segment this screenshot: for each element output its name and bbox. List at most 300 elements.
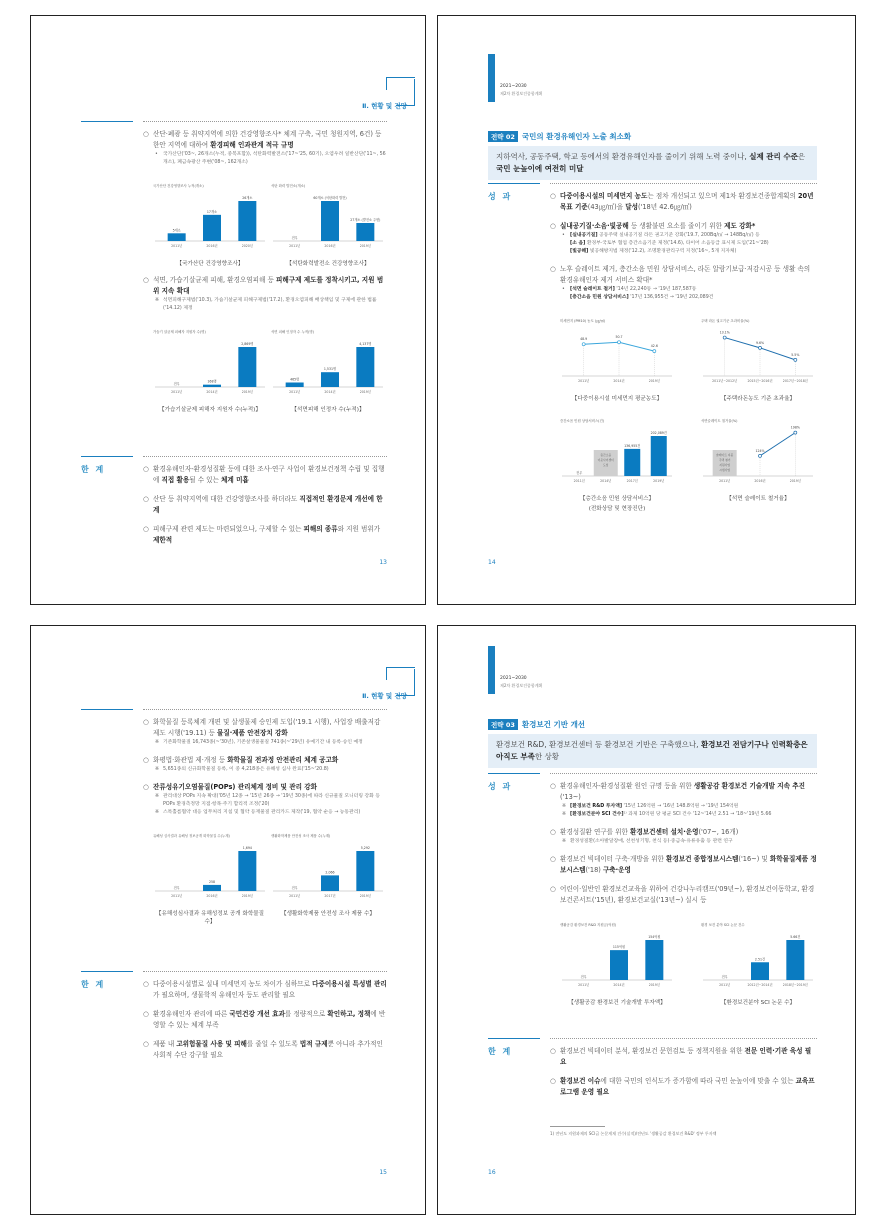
note-box-text: 도입: [603, 463, 609, 467]
page-15: [30, 625, 426, 1215]
data-point: [618, 341, 621, 344]
bar-chart: [269, 831, 387, 907]
text-run: 물질·제품 안전장치 강화: [216, 729, 288, 737]
text-run: 피해의 종류: [303, 525, 338, 533]
x-tick-label: 2011년: [171, 390, 183, 394]
sub-note: [562, 248, 817, 256]
chart-title: 국가산단 건강영향조사 누적(개소): [153, 184, 204, 188]
chart-title: 주택 라돈 권고기준 초과비율(%): [701, 319, 750, 323]
data-label: 전무: [576, 471, 583, 475]
bar: [168, 233, 186, 241]
chart-row: [151, 327, 387, 413]
strategy-title: 환경보건 기반 개선: [521, 720, 586, 729]
note-mark: ※: [562, 812, 567, 817]
text-run: 다중이용시설의 미세먼지 농도: [560, 192, 648, 200]
page-number: 16: [488, 1169, 496, 1176]
bar-chart: [269, 181, 387, 257]
text-run: 석면피해구제법('10.3), 가습기살균제 피해구제법('17.2), 환경오염피해 배상책임 및 구제에 관한 법률('14.12) 제정: [163, 298, 377, 311]
bar-chart: [269, 327, 387, 403]
text-run: 환경부·국토부 협업 층간소음기준 제정('14.6), 타이어 소음등급 표시제 도입('21~'28): [585, 241, 769, 246]
section-body: [143, 464, 387, 554]
data-point: [759, 346, 762, 349]
sub-note: [155, 739, 387, 747]
sub-note: [155, 809, 387, 817]
data-label: 17개소: [206, 209, 218, 214]
section-body: [143, 129, 387, 421]
data-point: [653, 350, 656, 353]
page-number: 15: [379, 1169, 387, 1176]
bullet-item: [143, 129, 387, 167]
strategy-tag: 전략 03: [488, 719, 518, 730]
section-rule-accent: [81, 971, 133, 972]
chart: [699, 316, 817, 402]
chart: [699, 920, 817, 1006]
data-label: 13.1%: [719, 330, 730, 335]
text-run: 국민 눈높이에 여전히 미달: [496, 164, 584, 173]
section-body: [550, 191, 817, 520]
bar-chart: [151, 181, 269, 257]
x-tick-label: 2019년: [241, 894, 253, 898]
note-mark: ※: [155, 767, 160, 772]
data-label: 4,137명: [359, 342, 372, 346]
strategy-block: [488, 124, 817, 180]
data-point: [794, 431, 797, 434]
text-run: 환경피해 인과관계 적극 규명: [210, 141, 294, 149]
text-run: 스톡홀름협약 대응 업무처리 지침 및 협약 등재물질 관리카드 제작('19, 협약 순응 → 능동관리): [163, 810, 361, 815]
x-tick-label: 2011년: [289, 244, 301, 248]
circle-bullet-icon: ○: [143, 1010, 149, 1018]
section-header: [362, 101, 407, 110]
x-tick-label: 2019년: [789, 479, 801, 483]
bullet-item: [143, 782, 387, 817]
bullet-item: [143, 464, 387, 486]
text-run: [환경보건분야 SCI 건수]: [570, 812, 624, 817]
chart-caption: 【석면 슬레이트 철거율】: [726, 496, 790, 502]
chart-caption: 【생활공감 환경보건 기술개발 투자액】: [568, 1000, 666, 1006]
chart-caption: 【주택라돈농도 기준 초과율】: [720, 396, 796, 402]
circle-bullet-icon: ○: [143, 783, 149, 791]
x-tick-label: 2011년: [578, 983, 590, 987]
note-mark: •: [562, 233, 565, 238]
strategy-summary: [488, 734, 817, 768]
footnote: [550, 1126, 817, 1137]
x-tick-label: 2019년: [359, 894, 371, 898]
x-tick-label: 2014년: [324, 390, 336, 394]
text-run: (43㎍/㎥)을: [587, 203, 626, 211]
line-chart: [699, 316, 817, 392]
circle-bullet-icon: ○: [550, 885, 556, 893]
bullet-item: [550, 221, 817, 256]
text-run: 산단 등 취약지역에 대한 건강영향조사를 하더라도: [153, 495, 300, 503]
chart-title: 환경 보건 분야 SCI 논문 건수: [701, 923, 745, 927]
chart-title: 석면 피해 인정자 수 누적(명): [271, 330, 314, 334]
text-run: 환경유해인자-환경성질환 등에 대한 조사·연구 사업이 환경보건정책 수립 및 집행에: [153, 465, 385, 484]
text-run: 환경유해인자-환경성질환 원인 규명 등을 위한: [560, 782, 694, 790]
text-run: 법적 규제: [299, 1040, 328, 1048]
bar-chart: [151, 327, 269, 403]
note-mark: ※: [155, 740, 160, 745]
circle-bullet-icon: ○: [550, 192, 556, 200]
text-run: 환경보건 빅데이터 구축·개방을 위한: [560, 855, 667, 863]
bar: [286, 383, 304, 387]
bullet-item: [550, 781, 817, 819]
bar-chart: [151, 831, 269, 907]
text-run: 전문 인력·기관 육성 필요: [560, 1047, 812, 1066]
x-tick-label: 2011년: [171, 244, 183, 248]
bullet-item: [550, 1046, 817, 1068]
text-run: 구축·운영: [602, 866, 631, 874]
page-16: [437, 625, 856, 1215]
text-run: 체계 미흡: [221, 476, 249, 484]
sub-note: [562, 803, 817, 811]
x-tick-label: 2015년~2016년: [747, 379, 773, 383]
data-label: 전무: [580, 975, 587, 979]
text-run: 뿐 아니라 추가적인 사회적 수단 강구할 필요: [153, 1040, 383, 1059]
chart-row: [151, 831, 387, 925]
chart: [558, 316, 676, 402]
text-run: ('13~): [560, 793, 581, 801]
data-label: 5,292: [360, 846, 370, 850]
text-run: [실내공기질]: [570, 233, 598, 238]
x-tick-label: 2014년: [613, 983, 625, 987]
section-label: 한 계: [488, 1047, 513, 1056]
text-run: 환경보건 이슈: [560, 1077, 601, 1085]
text-run: 화학물질 등록체계 개편 및 살생물제 승인제 도입('19.1 시행), 사업장 배출저감 제도 시행('19.11) 등: [153, 718, 381, 737]
data-label: 9.6%: [755, 340, 765, 345]
chart-caption-sub: (전화상담 및 현장진단): [588, 506, 646, 512]
text-run: ('18): [585, 866, 603, 874]
text-run: 관리대상 POPs 지속 확대('05년 12종 → '15년 26종 → '19년 30종)에 따라 신규물질 모니터링 강화 등 POPs 환경측정망 지점·항목·주기 합리적 조정('20): [163, 794, 380, 807]
chart-row: [558, 316, 817, 402]
data-label: 27개소 (발전소 주변): [350, 218, 381, 222]
bar: [321, 201, 339, 241]
text-run: 실제 관리 수준: [749, 152, 798, 161]
text-run: '15년 126억원 → '16년 148.8억원 → '19년 154억원: [622, 804, 739, 809]
page-number: 13: [379, 559, 387, 566]
data-label: 5개소: [172, 228, 181, 233]
text-run: 화학물질제품 정보시스템: [560, 855, 817, 874]
chart-title: 미세먼지 (PM10) 농도 (㎍/㎥): [560, 319, 606, 323]
chart-title: 가습기 살균제 피해자 지원자 수(명): [153, 330, 206, 334]
data-label: 1,694: [242, 846, 252, 850]
x-tick-label: 2018년~2019년: [782, 983, 808, 987]
text-run: 어린이·일반인 환경보건교육을 위하여 건강나누리캠프('09년~), 환경보건이동학교, 환경보건콘서트('15년), 환경보건교실('13년~) 실시 등: [560, 885, 815, 904]
bullet-item: [143, 717, 387, 747]
text-run: 산단·폐광 등 취약지역에 의한 건강영향조사* 체계 구축, 국민 청원지역, 6건) 등 한안 지역에 대하여: [153, 130, 382, 149]
text-run: 빛공해방지법 제정('12.2), 조명환경관리구역 지정('16~, 5개 지자체): [588, 249, 737, 254]
section-rule-accent: [81, 709, 133, 710]
text-run: [소 음]: [570, 241, 586, 246]
note-box-text: 층간소음: [600, 453, 612, 457]
chart-row: [558, 416, 817, 512]
text-run: ('16~) 및: [738, 855, 770, 863]
data-point: [794, 358, 797, 361]
circle-bullet-icon: ○: [143, 525, 149, 533]
circle-bullet-icon: ○: [550, 828, 556, 836]
note-mark: •: [562, 287, 565, 292]
x-tick-label: 2019년: [359, 244, 371, 248]
section-label: 한 계: [81, 980, 106, 989]
text-run: 환경보건 R&D, 환경보건센터 등 환경보건 기반은 구축했으나,: [496, 740, 701, 749]
plan-years: 2021~2030: [500, 676, 527, 681]
page-14: [437, 15, 856, 605]
text-run: [환경보건 R&D 투자액]: [570, 804, 623, 809]
bullet-item: [143, 524, 387, 546]
bar: [651, 436, 667, 476]
sub-note: [155, 766, 387, 774]
sub-note: [562, 811, 817, 819]
chart-title: 생활공감 환경보건 R&D 지원금(억원): [560, 923, 617, 927]
data-label: 465명: [290, 377, 300, 382]
chart-row: [151, 181, 387, 267]
x-tick-label: 2017년: [324, 894, 336, 898]
bar: [238, 851, 256, 891]
text-run: '14년 22,240동 → '19년 187,587동: [614, 287, 697, 292]
circle-bullet-icon: ○: [550, 855, 556, 863]
text-run: 20년 목표 기준: [560, 192, 814, 211]
text-run: [층간소음 민원 상담서비스]: [570, 295, 629, 300]
data-point: [582, 343, 585, 346]
text-run: 고위험물질 사용 및 피해: [176, 1040, 247, 1048]
text-run: 에 반영할 수 있는 체계 부족: [153, 1010, 386, 1029]
circle-bullet-icon: ○: [550, 1047, 556, 1055]
section-header-title: Ⅱ. 현황 및 전망: [362, 102, 407, 110]
line-chart: [699, 416, 817, 492]
chart-caption: 【가습기살균제 피해자 지원자 수(누적)】: [159, 407, 261, 413]
bar: [321, 875, 339, 891]
section-rule-accent: [81, 121, 133, 122]
x-tick-label: 2019년: [241, 390, 253, 394]
section-label: 성 과: [488, 782, 513, 791]
section-body: [143, 979, 387, 1069]
chart-row: [558, 920, 817, 1006]
circle-bullet-icon: ○: [550, 265, 556, 273]
section-rule: [550, 183, 817, 184]
data-label: 60개소 (석탄화력 발전): [313, 196, 347, 200]
bullet-item: [550, 884, 817, 906]
x-tick-label: 2019년: [359, 390, 371, 394]
bar-chart: [699, 920, 817, 996]
chart: [151, 831, 269, 925]
x-tick-label: 2014년: [613, 379, 625, 383]
x-tick-label: 2011년: [578, 379, 590, 383]
circle-bullet-icon: ○: [143, 756, 149, 764]
text-run: 화평법·화관법 제·개정 등: [153, 756, 228, 764]
section-rule: [550, 1038, 817, 1039]
text-run: 잔류성유기오염물질(POPs) 관리체계 정비 및 관리 강화: [153, 783, 317, 791]
strategy-title: 국민의 환경유해인자 노출 최소화: [521, 132, 632, 141]
bar: [645, 940, 663, 980]
bar: [238, 201, 256, 241]
text-run: 등 생활불편 요소를 줄이기 위한: [628, 222, 725, 230]
text-run: ¹⁾ 과제 10억원 당 평균 SCI 건수 '12~'14년 2.51 → '18~'19년 5.66: [623, 812, 772, 817]
plan-years: 2021~2030: [500, 84, 527, 89]
header-accent-bar: [488, 54, 495, 102]
text-run: 피해구제 제도를 정착시키고, 지원 범위 지속 확대: [153, 276, 384, 295]
text-run: 에 대한 국민의 인식도가 증가함에 따라 국민 눈높이에 맞출 수 있는: [600, 1077, 796, 1085]
note-box-text: 시범사업: [719, 468, 731, 472]
chart-caption: 【환경보건분야 SCI 논문 수】: [720, 1000, 796, 1006]
strategy-summary: [488, 146, 817, 180]
data-label: 124%: [755, 448, 765, 453]
data-label: 154억원: [648, 935, 661, 939]
chart-title: 유해성 심사결과 유해성 정보공개 화학물질 수(누계): [153, 834, 230, 838]
text-run: 제품 내: [153, 1040, 177, 1048]
data-label: 198%: [790, 425, 800, 430]
bar: [203, 215, 221, 241]
text-run: 지하역사, 공동주택, 학교 등에서의 환경유해인자를 줄이기 위해 노력 중이나,: [496, 152, 750, 161]
text-run: 환경보건 종합정보시스템: [666, 855, 739, 863]
chart: [151, 181, 269, 267]
chart-caption: 【다중이용시설 미세먼지 평균농도】: [571, 396, 663, 402]
note-mark: ※: [562, 839, 567, 844]
x-tick-label: 2011년: [573, 479, 585, 483]
text-run: 교육프로그램 운영 필요: [560, 1077, 815, 1096]
strategy-block: [488, 712, 817, 768]
bar-chart: [558, 416, 676, 492]
bullet-item: [550, 854, 817, 876]
chart: [558, 920, 676, 1006]
x-tick-label: 2017년: [626, 479, 638, 483]
section-body: [143, 717, 387, 933]
chart-title: 석탄 화력 발전소(개소): [271, 184, 306, 188]
text-run: 피해구제 관련 제도는 마련되었으나, 구제할 수 있는: [153, 525, 304, 533]
text-run: 다중이용시설별로 실내 미세먼지 농도 차이가 심하므로: [153, 980, 313, 988]
x-tick-label: 2019년: [648, 379, 660, 383]
data-label: 258: [208, 879, 216, 884]
note-box-text: 슬레이트 지붕: [716, 453, 734, 457]
section-header-title: Ⅱ. 현황 및 전망: [362, 692, 407, 700]
x-tick-label: 2011년: [719, 479, 731, 483]
circle-bullet-icon: ○: [143, 276, 149, 284]
section-rule: [143, 971, 387, 972]
data-label: 2,066: [325, 870, 335, 875]
note-mark: ※: [155, 810, 160, 815]
text-run: 기존화학물질 16,743종(~'30년), 기존살생물물질 741종(~'29년) 유예기간 내 등록·승인 예정: [163, 740, 363, 745]
bullet-item: [550, 191, 817, 213]
data-label: 전무: [291, 886, 298, 890]
text-run: 환경보건 전담기구나 인력확충은 아직도 부족: [496, 740, 808, 761]
text-run: [빛공해]: [570, 249, 589, 254]
data-label: 42.6: [650, 344, 658, 349]
x-tick-label: 2019년: [648, 983, 660, 987]
circle-bullet-icon: ○: [550, 222, 556, 230]
bullet-item: [143, 979, 387, 1001]
data-label: 5.66건: [790, 935, 801, 939]
circle-bullet-icon: ○: [143, 1040, 149, 1048]
x-tick-label: 2020년: [241, 244, 253, 248]
text-run: [석면 슬레이트 철거]: [570, 287, 615, 292]
text-run: 는 점차 개선되고 있으며 제1차 환경보건종합계획의: [647, 192, 798, 200]
text-run: 가 필요하며, 생물학적 유해인자 등도 관리할 필요: [153, 991, 296, 999]
data-point: [723, 336, 726, 339]
sub-note: [155, 151, 387, 167]
note-mark: •: [155, 152, 158, 157]
circle-bullet-icon: ○: [550, 1077, 556, 1085]
footnote-text: 1) 전년도 지원과제의 SCI급 논문게재 건수(실적)/전년도 '생활공감 환경보건 R&D' 정부 투자액: [550, 1131, 717, 1136]
bar-chart: [558, 920, 676, 996]
section-rule: [143, 456, 387, 457]
x-tick-label: 2011년: [719, 983, 731, 987]
data-label: 1,531명: [323, 367, 337, 372]
bar: [203, 885, 221, 891]
sub-note: [562, 232, 817, 240]
circle-bullet-icon: ○: [143, 130, 149, 138]
plan-name: 제2차 환경보건종합계획: [500, 683, 543, 688]
data-label: 48.9: [580, 337, 588, 342]
circle-bullet-icon: ○: [143, 718, 149, 726]
line-chart: [558, 316, 676, 392]
text-run: 직접 활용: [161, 476, 190, 484]
series-line: [760, 433, 795, 456]
section-rule-accent: [488, 183, 540, 184]
chart-title: 석면슬레이트 철거율(%): [701, 419, 738, 423]
data-label: 168명: [207, 379, 217, 384]
note-mark: ※: [155, 794, 160, 799]
page-13: [30, 15, 426, 605]
x-tick-label: 2011년: [171, 894, 183, 898]
strategy-tag: 전략 02: [488, 131, 518, 142]
chart-caption: 【생활화학제품 안전성 조사 제품 수】: [281, 911, 375, 917]
x-tick-label: 2012년~2014년: [747, 983, 773, 987]
x-tick-label: 2017년~2018년: [782, 379, 808, 383]
sub-note: [562, 838, 817, 846]
chart: [699, 416, 817, 512]
x-tick-label: 2016년: [206, 244, 218, 248]
text-run: 5,651종의 신규화학물질 등록, 이 중 4,218종은 유해성 심사 완료('15~'20.8): [163, 767, 329, 772]
text-run: 공동주택 실내공기질 라돈 권고기준 강화('19.7, 200Bq/㎥ → 148Bq/㎥) 등: [597, 233, 760, 238]
bar: [238, 347, 256, 387]
chart: [269, 831, 387, 925]
text-run: 환경보건 빅데이터 분석, 환경보건 문헌검토 등 정책지원을 위한: [560, 1047, 745, 1055]
x-tick-label: 2016년: [206, 894, 218, 898]
circle-bullet-icon: ○: [143, 465, 149, 473]
note-box-text: 지원사업: [719, 463, 731, 467]
note-mark: ※: [562, 804, 567, 809]
plan-name: 제2차 환경보건종합계획: [500, 91, 543, 96]
data-label: 전무: [721, 975, 728, 979]
x-tick-label: 2016년: [324, 244, 336, 248]
bar: [356, 223, 374, 241]
bar: [786, 940, 804, 980]
note-mark: ※: [155, 298, 160, 303]
page-number: 14: [488, 559, 496, 566]
chart-caption: 【국가산단 건강영향조사】: [176, 261, 244, 267]
text-run: 노후 슬레이트 제거, 층간소음 민원 상담서비스, 라돈 알람기보급·저감시공 등 생활 속의 환경유해인자 제거 서비스 확대*: [560, 265, 811, 284]
data-label: 26개소: [242, 196, 253, 200]
text-run: 국가산단('03~, 26개소(누적, 중복포함)), 석탄화력발전소('17~'25, 60기), 오염우려 일반산단('11~, 56개소), 폐금속광산 주변('08~, 162개소): [163, 152, 386, 165]
text-run: 제도 강화*: [724, 222, 756, 230]
section-header: [362, 691, 407, 700]
chart-title: 층간소음 민원 상담서비스(건): [560, 419, 605, 423]
bar: [610, 950, 628, 980]
sub-note: [562, 240, 817, 248]
bar: [751, 962, 769, 980]
text-run: 를 정량적으로: [284, 1010, 328, 1018]
circle-bullet-icon: ○: [550, 782, 556, 790]
text-run: 은: [797, 152, 806, 161]
data-label: 전무: [291, 236, 298, 240]
text-run: 한 상황: [534, 752, 559, 761]
bullet-item: [143, 494, 387, 516]
section-label: 한 계: [81, 465, 106, 474]
section-rule-accent: [488, 773, 540, 774]
x-tick-label: 2011년~2012년: [712, 379, 738, 383]
text-run: 확인하고, 정책: [327, 1010, 371, 1018]
data-label: 전무: [173, 382, 180, 386]
data-label: 2.51건: [754, 957, 766, 962]
data-label: 202,089건: [650, 431, 667, 435]
